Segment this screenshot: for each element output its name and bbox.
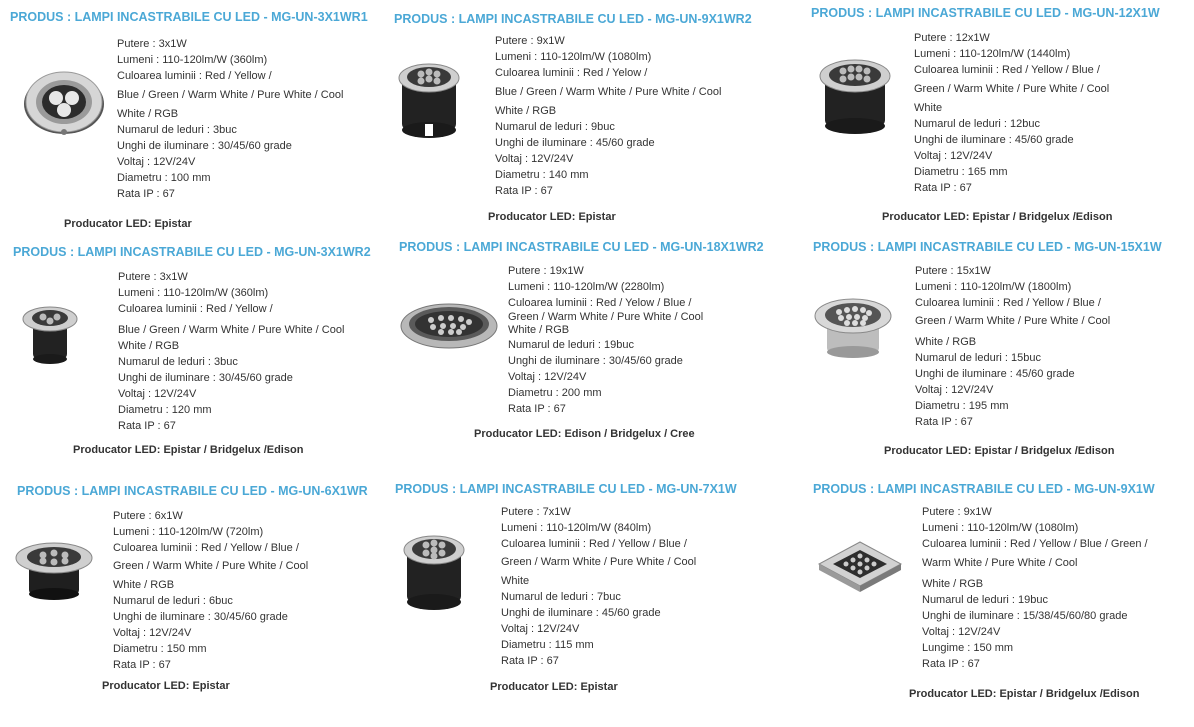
round-7-led-lamp-image — [399, 522, 469, 612]
spec-line: Culoarea luminii : Red / Yellow / Blue / — [915, 297, 1101, 309]
spec-line: Culoarea luminii : Red / Yellow / Blue / — [914, 64, 1100, 76]
spec-line: Rata IP : 67 — [922, 658, 980, 670]
spec-line: Putere : 7x1W — [501, 506, 571, 518]
round-3-led-lamp-image — [18, 46, 108, 141]
spec-line: White — [501, 575, 530, 587]
spec-line: Numarul de leduri : 19buc — [922, 594, 1048, 606]
spec-line: Rata IP : 67 — [118, 420, 176, 432]
product-card — [395, 482, 790, 722]
spec-line: Blue / Green / Warm White / Pure White / Cool — [118, 324, 345, 336]
spec-line: Putere : 15x1W — [915, 265, 991, 277]
product-card — [813, 482, 1194, 722]
spec-line: Numarul de leduri : 15buc — [915, 352, 1041, 364]
producer-label: Producator LED: Epistar — [64, 218, 192, 230]
spec-line: Culoarea luminii : Red / Yellow / Blue / — [501, 538, 687, 550]
spec-line: Blue / Green / Warm White / Pure White / Cool — [117, 89, 344, 101]
spec-line: Diametru : 100 mm — [117, 172, 211, 184]
spec-line: Voltaj : 12V/24V — [914, 150, 993, 162]
spec-line: Unghi de iluminare : 45/60 grade — [495, 137, 655, 149]
producer-label: Producator LED: Epistar / Bridgelux /Edison — [909, 688, 1140, 700]
spec-line: Lumeni : 110-120lm/W (720lm) — [113, 526, 264, 538]
spec-line: White / RGB — [117, 108, 179, 120]
product-title: PRODUS : LAMPI INCASTRABILE CU LED - MG-UN-9X1WR2 — [394, 12, 752, 26]
product-card — [13, 245, 408, 485]
spec-line: Diametru : 195 mm — [915, 400, 1009, 412]
producer-label: Producator LED: Epistar — [488, 211, 616, 223]
spec-line: Rata IP : 67 — [113, 659, 171, 671]
round-3-led-lamp-image — [19, 299, 79, 369]
spec-line: Putere : 19x1W — [508, 265, 584, 277]
round-9-led-lamp-image — [394, 50, 464, 140]
spec-line: Unghi de iluminare : 15/38/45/60/80 grade — [922, 610, 1128, 622]
spec-line: Voltaj : 12V/24V — [922, 626, 1001, 638]
spec-line: Voltaj : 12V/24V — [508, 371, 587, 383]
spec-line: White / RGB — [922, 578, 984, 590]
spec-line: Lumeni : 110-120lm/W (360lm) — [117, 54, 268, 66]
spec-line: Rata IP : 67 — [915, 416, 973, 428]
spec-line: Diametru : 165 mm — [914, 166, 1008, 178]
producer-label: Producator LED: Epistar / Bridgelux /Edison — [882, 211, 1113, 223]
product-title: PRODUS : LAMPI INCASTRABILE CU LED - MG-UN-12X1W — [811, 6, 1160, 20]
product-card — [399, 240, 794, 480]
spec-line: Rata IP : 67 — [117, 188, 175, 200]
spec-line: Rata IP : 67 — [501, 655, 559, 667]
spec-line: Voltaj : 12V/24V — [915, 384, 994, 396]
spec-line: Numarul de leduri : 9buc — [495, 121, 615, 133]
product-card — [813, 240, 1194, 480]
spec-line: Rata IP : 67 — [508, 403, 566, 415]
product-card — [10, 10, 405, 250]
product-title: PRODUS : LAMPI INCASTRABILE CU LED - MG-UN-6X1WR — [17, 484, 368, 498]
spec-line: Voltaj : 12V/24V — [113, 627, 192, 639]
spec-line: Culoarea luminii : Red / Yelow / Blue / — [508, 297, 692, 309]
spec-line: Lungime : 150 mm — [922, 642, 1014, 654]
spec-line: White / RGB — [118, 340, 180, 352]
product-title: PRODUS : LAMPI INCASTRABILE CU LED - MG-UN-3X1WR1 — [10, 10, 368, 24]
spec-line: Voltaj : 12V/24V — [117, 156, 196, 168]
spec-line: Culoarea luminii : Red / Yellow / Blue / Green / — [922, 538, 1148, 550]
spec-line: White / RGB — [915, 336, 977, 348]
producer-label: Producator LED: Epistar / Bridgelux /Edison — [73, 444, 304, 456]
spec-line: Numarul de leduri : 12buc — [914, 118, 1040, 130]
product-title: PRODUS : LAMPI INCASTRABILE CU LED - MG-UN-7X1W — [395, 482, 737, 496]
spec-line: Diametru : 140 mm — [495, 169, 589, 181]
spec-line: Numarul de leduri : 7buc — [501, 591, 621, 603]
round-15-led-lamp-image — [813, 290, 893, 362]
product-title: PRODUS : LAMPI INCASTRABILE CU LED - MG-UN-3X1WR2 — [13, 245, 371, 259]
product-title: PRODUS : LAMPI INCASTRABILE CU LED - MG-UN-9X1W — [813, 482, 1155, 496]
spec-line: Voltaj : 12V/24V — [501, 623, 580, 635]
spec-line: Numarul de leduri : 6buc — [113, 595, 233, 607]
producer-label: Producator LED: Epistar / Bridgelux /Edison — [884, 445, 1115, 457]
spec-line: Culoarea luminii : Red / Yelow / — [495, 67, 648, 79]
spec-line: Diametru : 120 mm — [118, 404, 212, 416]
spec-line: White / RGB — [495, 105, 557, 117]
spec-line: Lumeni : 110-120lm/W (1440lm) — [914, 48, 1071, 60]
spec-line: Lumeni : 110-120lm/W (1080lm) — [922, 522, 1079, 534]
spec-line: Green / Warm White / Pure White / Cool — [508, 311, 704, 323]
spec-line: Diametru : 200 mm — [508, 387, 602, 399]
square-led-lamp-image — [817, 540, 903, 592]
spec-line: Lumeni : 110-120lm/W (2280lm) — [508, 281, 665, 293]
spec-line: Unghi de iluminare : 45/60 grade — [501, 607, 661, 619]
producer-label: Producator LED: Epistar — [490, 681, 618, 693]
spec-line: Lumeni : 110-120lm/W (1800lm) — [915, 281, 1072, 293]
spec-line: Putere : 12x1W — [914, 32, 990, 44]
spec-line: Voltaj : 12V/24V — [495, 153, 574, 165]
spec-line: White / RGB — [508, 324, 570, 336]
spec-line: Numarul de leduri : 19buc — [508, 339, 634, 351]
spec-line: Putere : 6x1W — [113, 510, 183, 522]
spec-line: Unghi de iluminare : 30/45/60 grade — [117, 140, 292, 152]
spec-line: Culoarea luminii : Red / Yellow / Blue / — [113, 542, 299, 554]
spec-line: Unghi de iluminare : 30/45/60 grade — [113, 611, 288, 623]
spec-line: Putere : 9x1W — [495, 35, 565, 47]
product-title: PRODUS : LAMPI INCASTRABILE CU LED - MG-UN-15X1W — [813, 240, 1162, 254]
spec-line: Lumeni : 110-120lm/W (360lm) — [118, 287, 269, 299]
spec-line: Voltaj : 12V/24V — [118, 388, 197, 400]
spec-line: Diametru : 150 mm — [113, 643, 207, 655]
round-6-led-lamp-image — [13, 536, 95, 602]
spec-line: Lumeni : 110-120lm/W (1080lm) — [495, 51, 652, 63]
flat-round-led-lamp-image — [399, 296, 499, 352]
spec-line: Green / Warm White / Pure White / Cool — [914, 83, 1110, 95]
spec-line: Unghi de iluminare : 45/60 grade — [915, 368, 1075, 380]
spec-line: Green / Warm White / Pure White / Cool — [113, 560, 309, 572]
spec-line: Putere : 9x1W — [922, 506, 992, 518]
spec-line: Diametru : 115 mm — [501, 639, 594, 651]
spec-line: Green / Warm White / Pure White / Cool — [501, 556, 697, 568]
product-card — [17, 484, 412, 724]
spec-line: Unghi de iluminare : 45/60 grade — [914, 134, 1074, 146]
producer-label: Producator LED: Epistar — [102, 680, 230, 692]
spec-line: White / RGB — [113, 579, 175, 591]
producer-label: Producator LED: Edison / Bridgelux / Cree — [474, 428, 695, 440]
spec-line: Unghi de iluminare : 30/45/60 grade — [508, 355, 683, 367]
spec-line: Numarul de leduri : 3buc — [118, 356, 238, 368]
spec-line: Unghi de iluminare : 30/45/60 grade — [118, 372, 293, 384]
product-title: PRODUS : LAMPI INCASTRABILE CU LED - MG-UN-18X1WR2 — [399, 240, 764, 254]
spec-line: Blue / Green / Warm White / Pure White / Cool — [495, 86, 722, 98]
spec-line: Rata IP : 67 — [495, 185, 553, 197]
spec-line: White — [914, 102, 943, 114]
product-card — [811, 6, 1194, 246]
spec-line: Putere : 3x1W — [117, 38, 187, 50]
spec-line: Warm White / Pure White / Cool — [922, 557, 1078, 569]
spec-line: Rata IP : 67 — [914, 182, 972, 194]
product-card — [394, 12, 789, 252]
spec-line: Numarul de leduri : 3buc — [117, 124, 237, 136]
spec-line: Culoarea luminii : Red / Yellow / — [118, 303, 273, 315]
round-12-led-lamp-image — [815, 46, 895, 136]
spec-line: Lumeni : 110-120lm/W (840lm) — [501, 522, 652, 534]
spec-line: Culoarea luminii : Red / Yellow / — [117, 70, 272, 82]
spec-line: Putere : 3x1W — [118, 271, 188, 283]
spec-line: Green / Warm White / Pure White / Cool — [915, 315, 1111, 327]
